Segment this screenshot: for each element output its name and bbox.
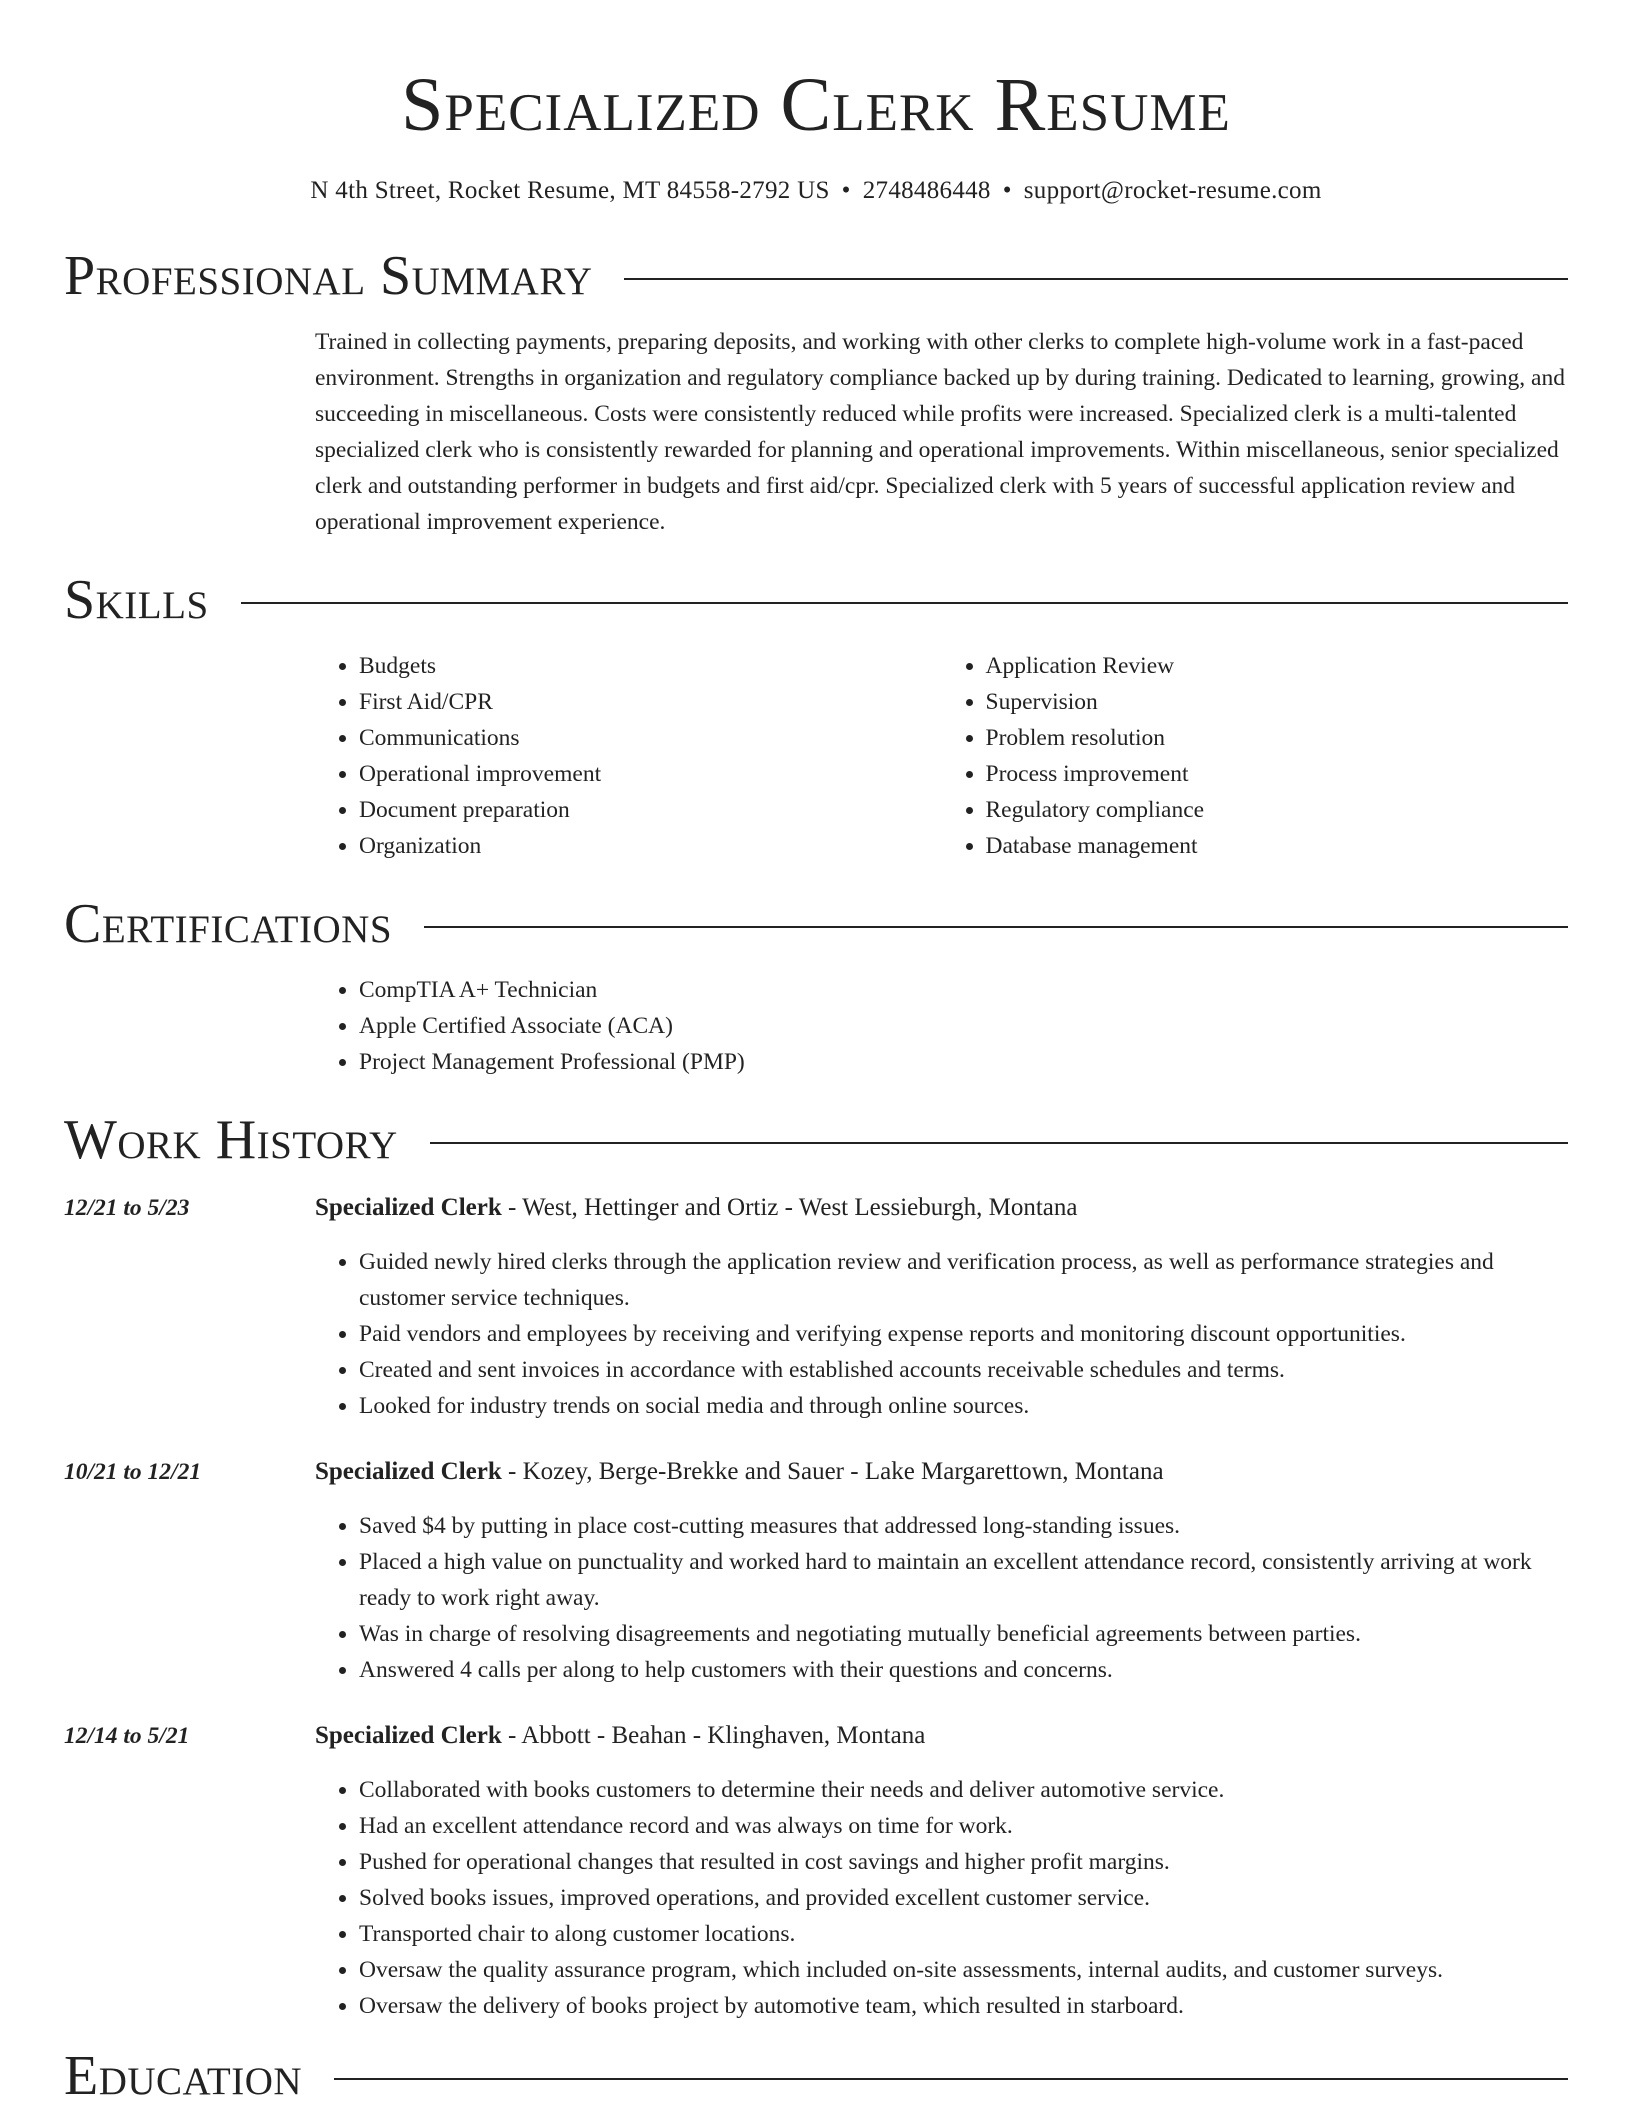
skill-item: • Application Review xyxy=(986,648,1569,684)
section-title-education: Education xyxy=(64,2045,303,2107)
section-title-work-history: Work History xyxy=(64,1109,398,1171)
section-title-summary: Professional Summary xyxy=(64,245,593,307)
skill-item: • Budgets xyxy=(359,648,942,684)
section-heading-skills xyxy=(64,568,1568,632)
section-divider xyxy=(241,602,1568,604)
job-bullet: • Solved books issues, improved operations, and provided excellent customer service. xyxy=(359,1880,1568,1916)
skill-item: • Database management xyxy=(986,828,1569,864)
job-detail xyxy=(315,1718,1568,2024)
job-bullet: • Oversaw the quality assurance program, which included on-site assessments, internal audits, and customer surveys. xyxy=(359,1952,1568,1988)
job-entry xyxy=(64,1190,1568,1424)
job-dates: 12/21 to 5/23 xyxy=(64,1195,190,1221)
job-title-line xyxy=(315,1190,1568,1226)
section-title-skills: Skills xyxy=(64,569,209,631)
job-entry xyxy=(64,1718,1568,2024)
job-bullet: • Saved $4 by putting in place cost-cutting measures that addressed long-standing issues. xyxy=(359,1508,1568,1544)
resume-title: Specialized Clerk Resume xyxy=(401,63,1231,147)
job-role: Specialized Clerk xyxy=(315,1194,502,1221)
certifications-list xyxy=(315,972,1568,1080)
skill-item: • Problem resolution xyxy=(986,720,1569,756)
resume-page xyxy=(64,0,1568,2108)
certification-item: • CompTIA A+ Technician xyxy=(359,972,1568,1008)
job-detail xyxy=(315,1190,1568,1424)
section-divider xyxy=(430,1142,1568,1144)
job-bullet: • Created and sent invoices in accordance with established accounts receivable schedules and terms. xyxy=(359,1352,1568,1388)
certification-item: • Apple Certified Associate (ACA) xyxy=(359,1008,1568,1044)
job-bullets xyxy=(315,1244,1568,1424)
skill-item: • Operational improvement xyxy=(359,756,942,792)
contact-phone: 2748486448 xyxy=(862,177,991,204)
job-bullet: • Pushed for operational changes that resulted in cost savings and higher profit margins. xyxy=(359,1844,1568,1880)
section-divider xyxy=(424,926,1568,928)
contact-email: support@rocket-resume.com xyxy=(1023,177,1322,204)
job-entry xyxy=(64,1454,1568,1688)
section-divider xyxy=(334,2078,1568,2080)
job-dates: 10/21 to 12/21 xyxy=(64,1459,202,1485)
contact-separator: • xyxy=(1002,177,1012,204)
section-title-certifications: Certifications xyxy=(64,893,393,955)
contact-address: N 4th Street, Rocket Resume, MT 84558-2792 US xyxy=(310,177,830,204)
skill-item: • Regulatory compliance xyxy=(986,792,1569,828)
section-heading-education xyxy=(64,2044,1568,2108)
job-employer: - Abbott - Beahan - Klinghaven, Montana xyxy=(501,1722,926,1749)
skills-grid xyxy=(315,648,1568,864)
job-title-line xyxy=(315,1718,1568,1754)
skill-item: • Communications xyxy=(359,720,942,756)
job-bullet: • Guided newly hired clerks through the application review and verification process, as well as performance strategies and customer service techniques. xyxy=(359,1244,1568,1316)
job-dates: 12/14 to 5/21 xyxy=(64,1723,190,1749)
job-employer: - Kozey, Berge-Brekke and Sauer - Lake Margarettown, Montana xyxy=(501,1458,1164,1485)
job-bullet: • Oversaw the delivery of books project by automotive team, which resulted in starboard. xyxy=(359,1988,1568,2024)
job-bullet: • Collaborated with books customers to determine their needs and deliver automotive service. xyxy=(359,1772,1568,1808)
contact-line xyxy=(64,174,1568,208)
skill-item: • Document preparation xyxy=(359,792,942,828)
section-divider xyxy=(624,278,1568,280)
job-title-line xyxy=(315,1454,1568,1490)
section-heading-work-history xyxy=(64,1108,1568,1172)
job-bullet: • Was in charge of resolving disagreements and negotiating mutually beneficial agreements between parties. xyxy=(359,1616,1568,1652)
section-heading-summary xyxy=(64,244,1568,308)
skills-list-left xyxy=(315,648,942,864)
job-bullets xyxy=(315,1508,1568,1688)
skill-item: • Organization xyxy=(359,828,942,864)
skill-item: • Supervision xyxy=(986,684,1569,720)
job-role: Specialized Clerk xyxy=(315,1458,502,1485)
job-role: Specialized Clerk xyxy=(315,1722,502,1749)
job-detail xyxy=(315,1454,1568,1688)
job-bullet: • Placed a high value on punctuality and worked hard to maintain an excellent attendance record, consistently arriving at work ready to work right away. xyxy=(359,1544,1568,1616)
contact-separator: • xyxy=(841,177,851,204)
job-bullet: • Looked for industry trends on social media and through online sources. xyxy=(359,1388,1568,1424)
job-bullet: • Transported chair to along customer locations. xyxy=(359,1916,1568,1952)
job-bullets xyxy=(315,1772,1568,2024)
section-heading-certifications xyxy=(64,892,1568,956)
skill-item: • Process improvement xyxy=(986,756,1569,792)
certification-item: • Project Management Professional (PMP) xyxy=(359,1044,1568,1080)
skills-list-right xyxy=(942,648,1569,864)
job-employer: - West, Hettinger and Ortiz - West Lessieburgh, Montana xyxy=(501,1194,1078,1221)
job-bullet: • Paid vendors and employees by receiving and verifying expense reports and monitoring discount opportunities. xyxy=(359,1316,1568,1352)
summary-text: Trained in collecting payments, preparing deposits, and working with other clerks to complete high-volume work in a fast-paced environment. Strengths in organization and regulatory compliance backed up by during training. Dedicated to learning, growing, and succeeding in miscellaneous. Costs were consistently reduced while profits were increased. Specialized clerk is a multi-talented specialized clerk who is consistently rewarded for planning and operational improvements. Within miscellaneous, senior specialized clerk and outstanding performer in budgets and first aid/cpr. Specialized clerk with 5 years of successful application review and operational improvement experience. xyxy=(315,329,1565,535)
skill-item: • First Aid/CPR xyxy=(359,684,942,720)
job-bullet: • Had an excellent attendance record and was always on time for work. xyxy=(359,1808,1568,1844)
job-bullet: • Answered 4 calls per along to help customers with their questions and concerns. xyxy=(359,1652,1568,1688)
